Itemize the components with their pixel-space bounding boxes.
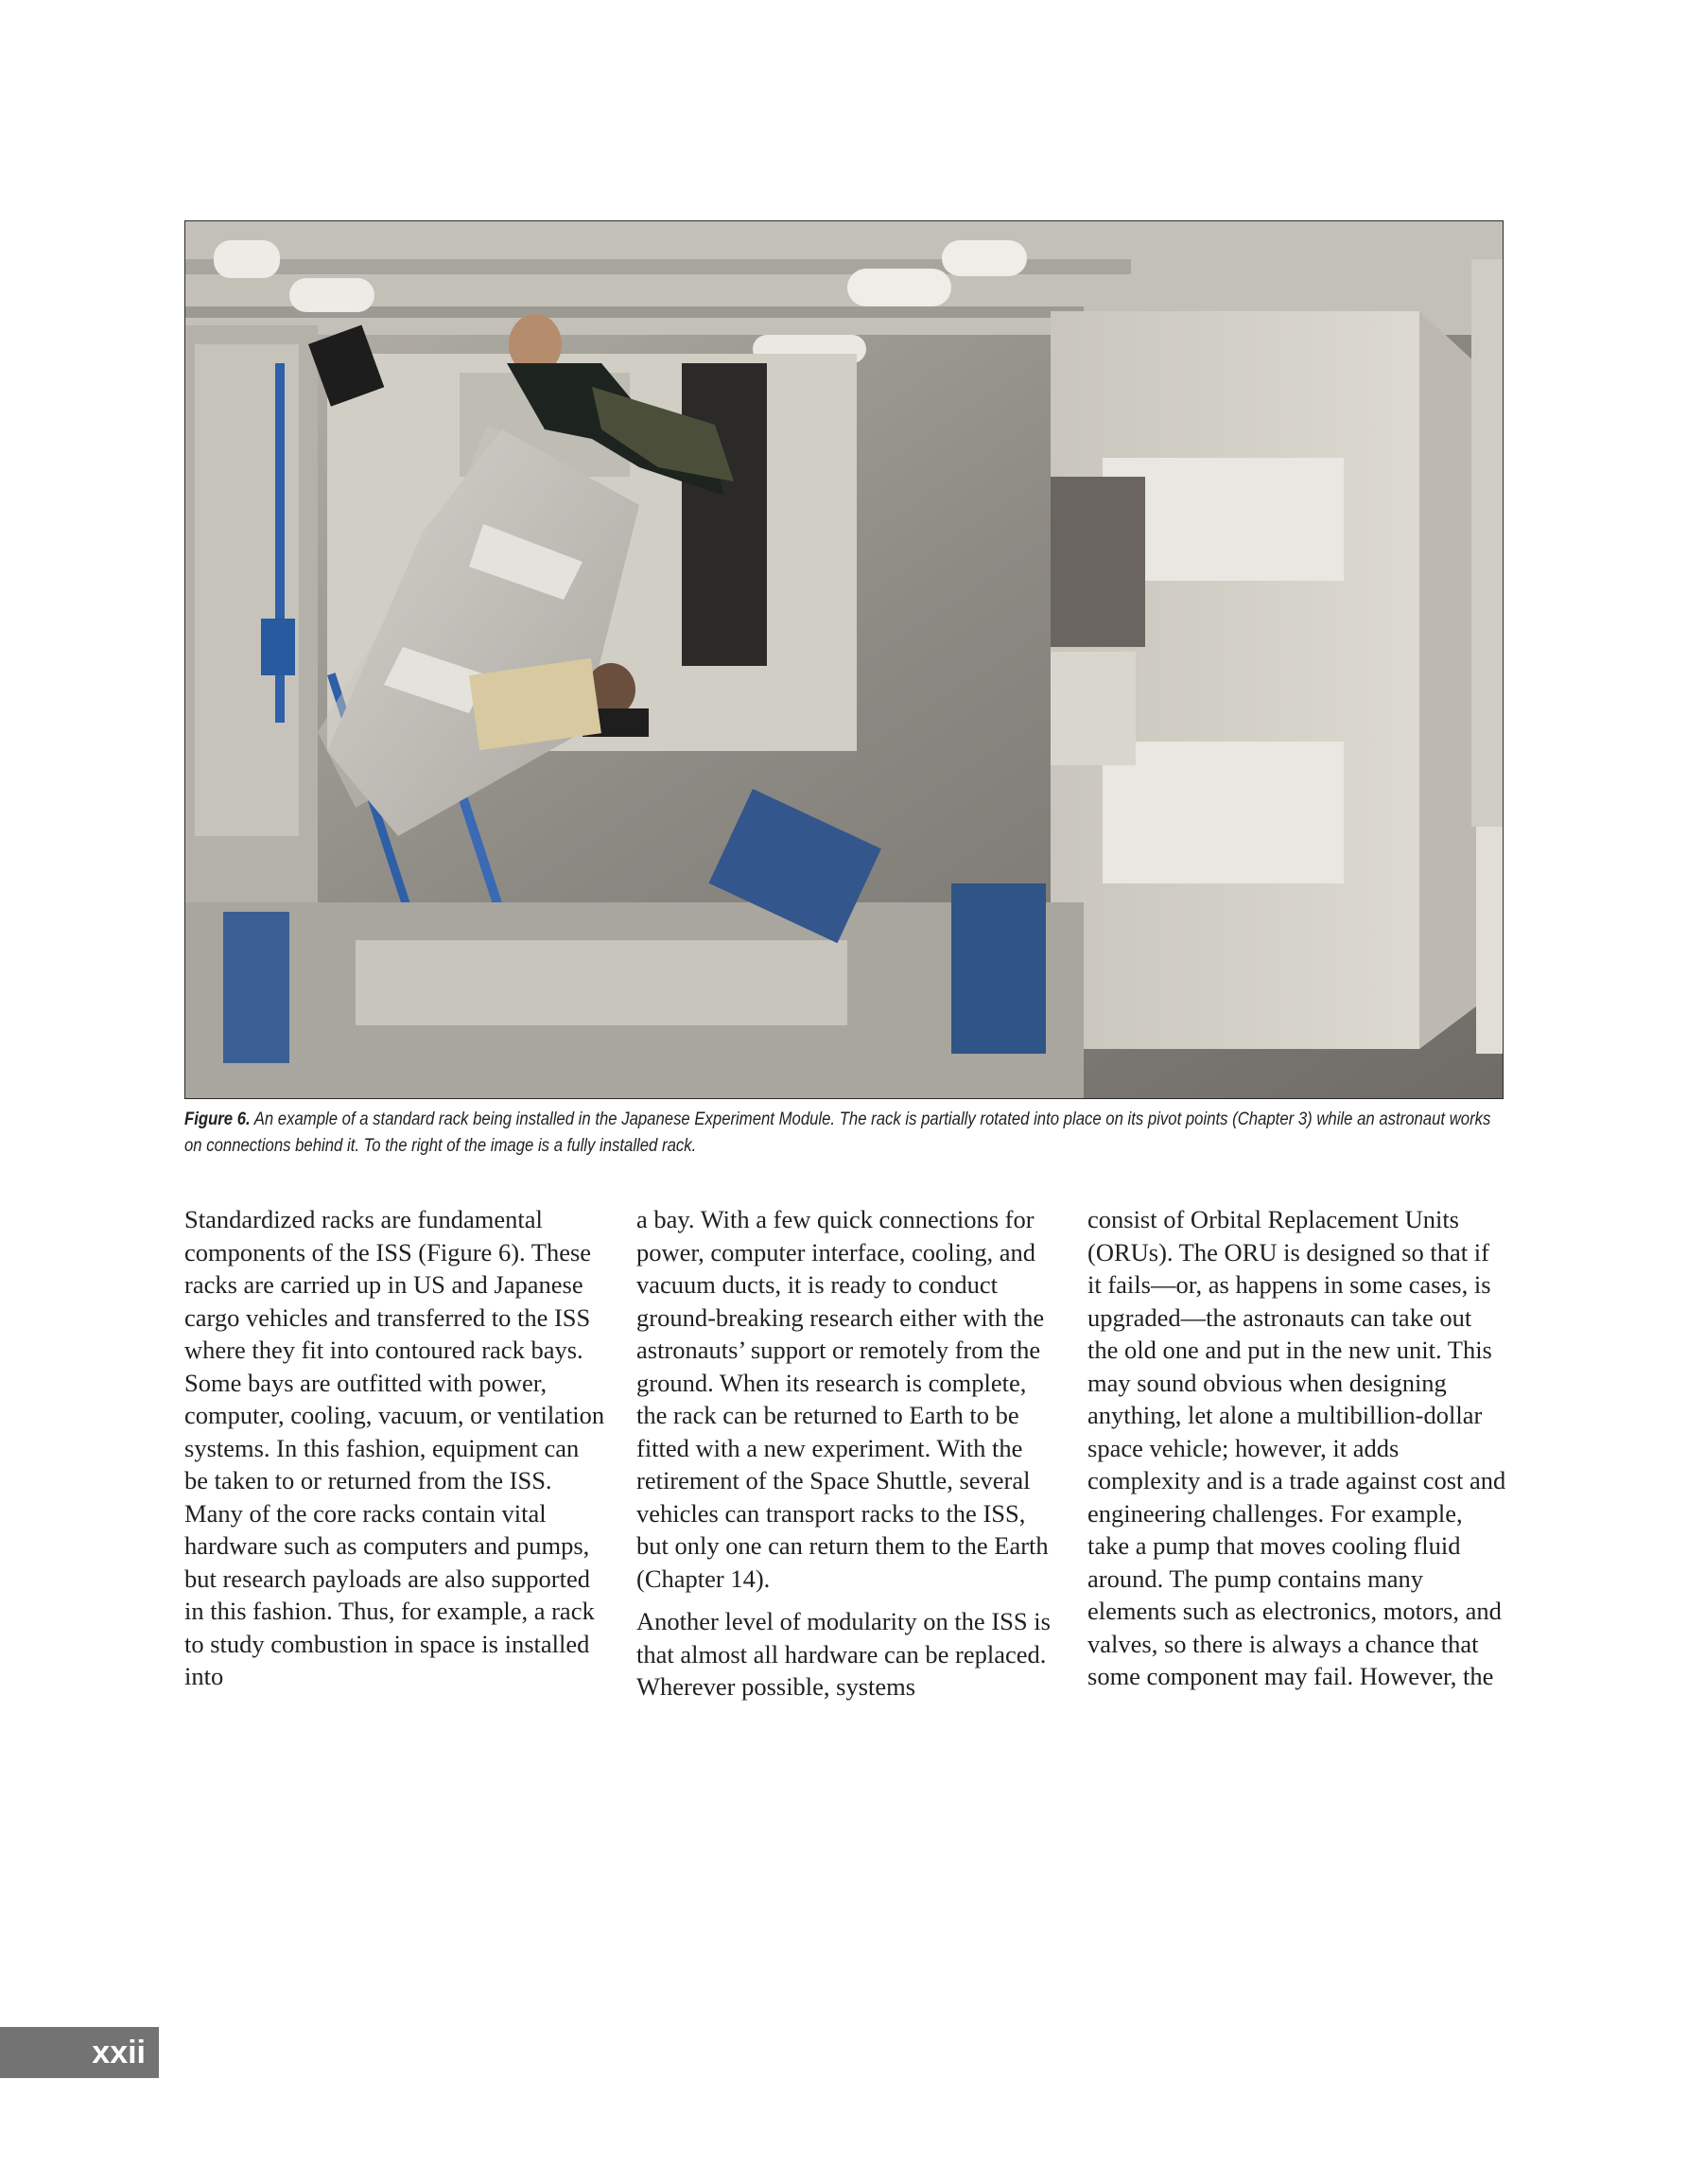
iss-module-photo (185, 221, 1503, 1098)
body-column-2 (636, 1203, 1057, 1704)
body-column-3 (1087, 1203, 1508, 1693)
figure-label: Figure 6. (184, 1109, 251, 1129)
figure-caption-text: An example of a standard rack being installed in the Japanese Experiment Module. The rack is partially rotated into place on its pivot points (Chapter 3) while an astronaut works on connections behind it. To the right of the image is a fully installed rack. (184, 1109, 1491, 1156)
paragraph: Standardized racks are fundamental components of the ISS (Figure 6). These racks are carried up in US and Japanese cargo vehicles and transferred to the ISS where they fit into contoured rack bays. Some bays are outfitted with power, computer, cooling, vacuum, or ventilation systems. In this fashion, equipment can be taken to or returned from the ISS. Many of the core racks contain vital hardware such as computers and pumps, but research payloads are also supported in this fashion. Thus, for example, a rack to study combustion in space is installed into (184, 1205, 605, 1690)
paragraph: Another level of modularity on the ISS is that almost all hardware can be replaced. Wherever possible, systems (636, 1607, 1051, 1701)
paragraph: a bay. With a few quick connections for power, computer interface, cooling, and vacuum ducts, it is ready to conduct ground-breaking research either with the astronauts’ support or remotely from the ground. When its research is complete, the rack can be returned to Earth to be fitted with a new experiment. With the retirement of the Space Shuttle, several vehicles can transport racks to the ISS, but only one can return them to the Earth (Chapter 14). (636, 1205, 1049, 1593)
page-number: xxii (0, 2027, 159, 2078)
figure-photo (184, 220, 1504, 1099)
paragraph: consist of Orbital Replacement Units (ORUs). The ORU is designed so that if it fails—or, as happens in some cases, is upgraded—the astronauts can take out the old one and put in the new unit. This may sound obvious when designing anything, let alone a multibillion-dollar space vehicle; however, it adds complexity and is a trade against cost and engineering challenges. For example, take a pump that moves cooling fluid around. The pump contains many elements such as electronics, motors, and valves, so there is always a chance that some component may fail. However, the (1087, 1205, 1506, 1690)
body-column-1 (184, 1203, 605, 1693)
figure-caption (184, 1107, 1504, 1160)
